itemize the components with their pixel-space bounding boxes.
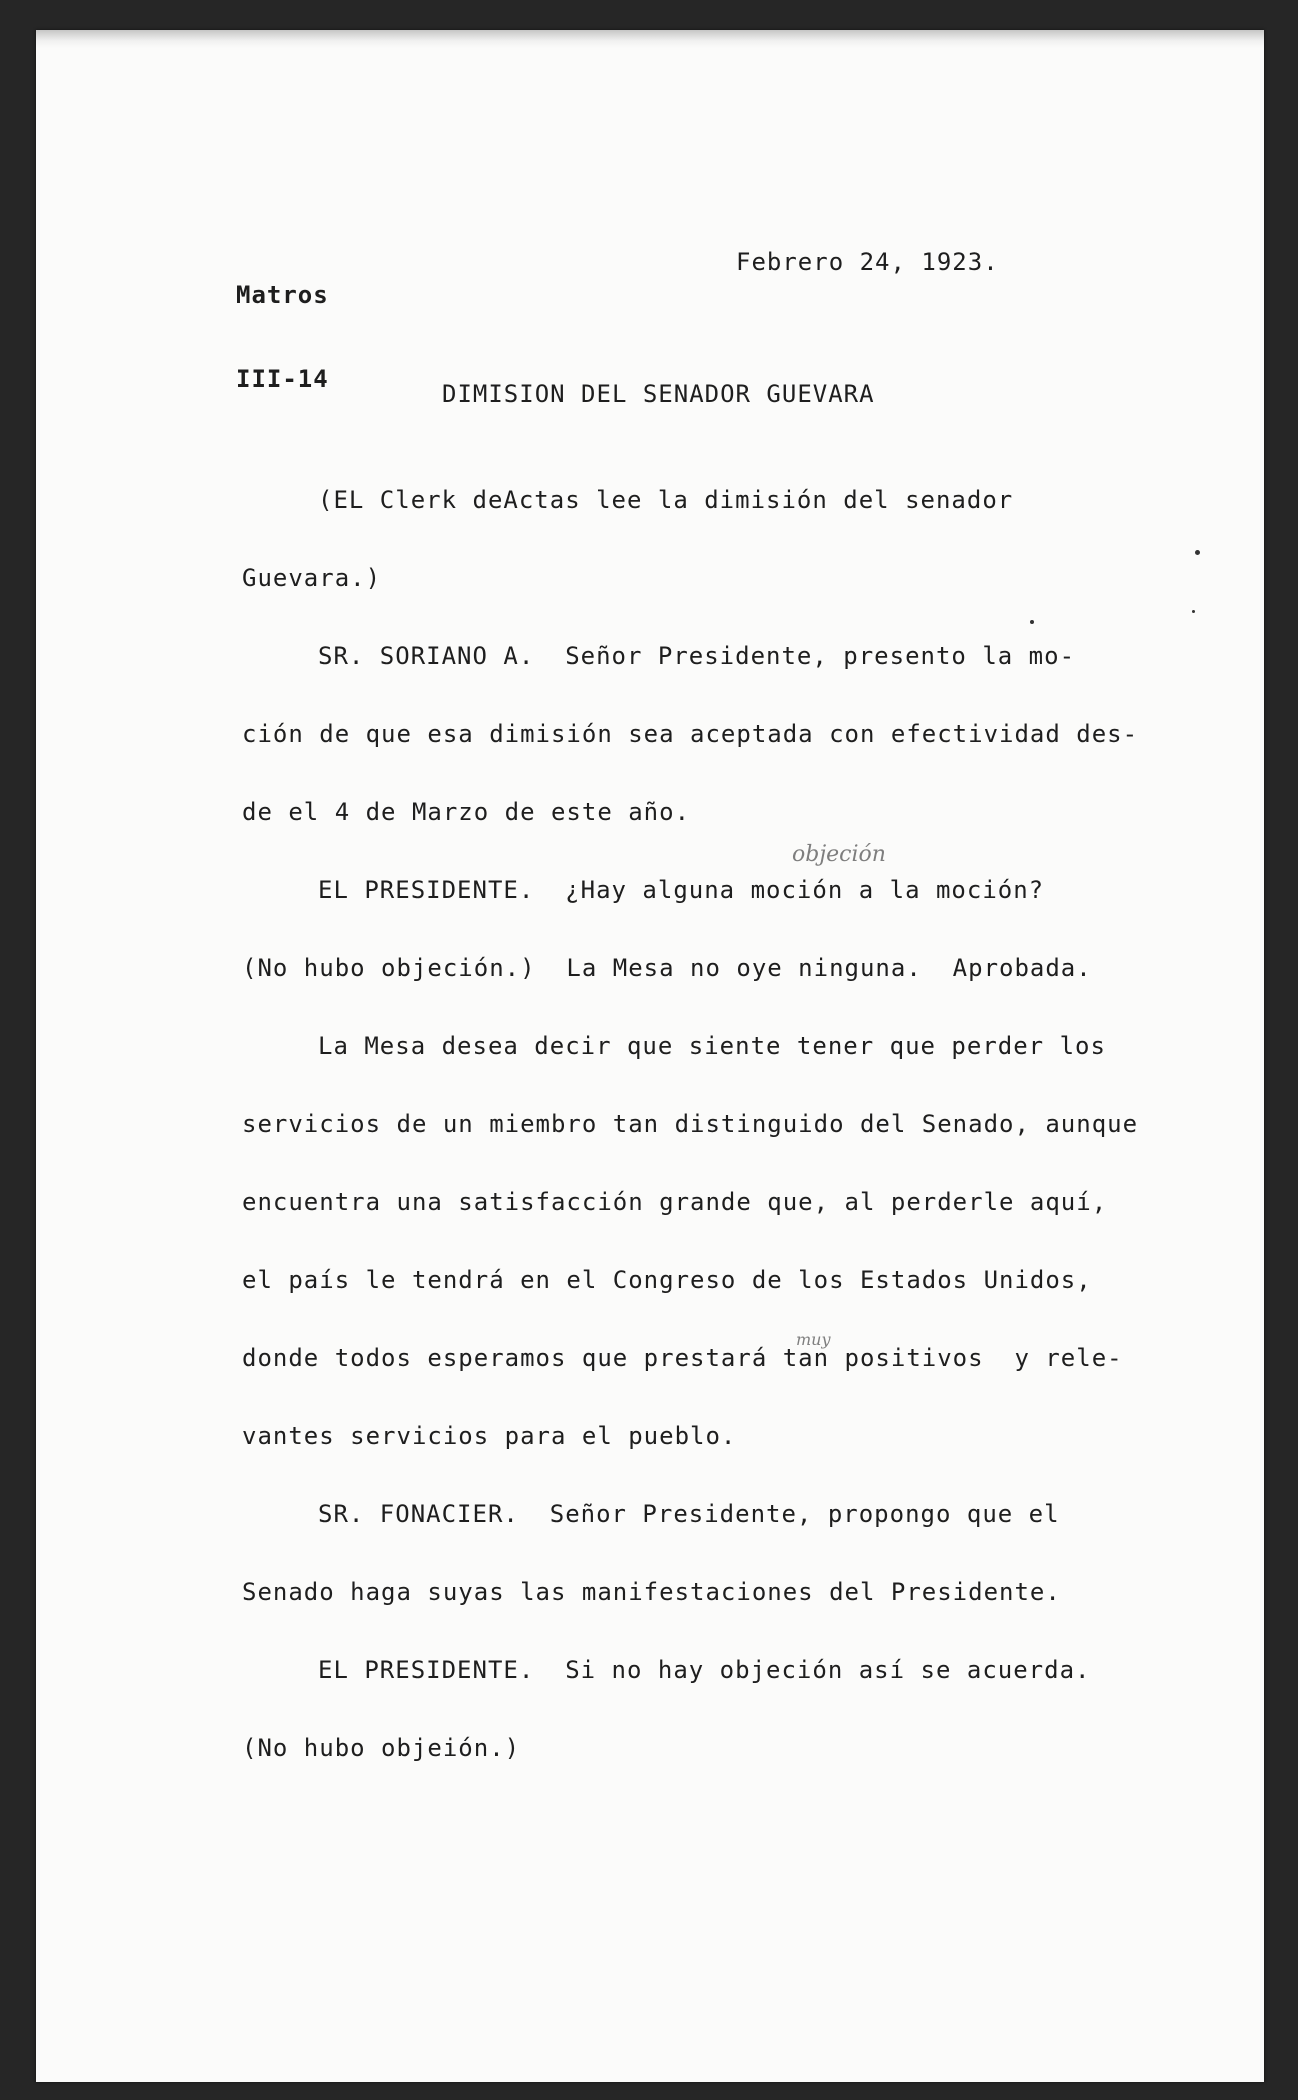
handwritten-annotation-objecion: objeción: [792, 842, 886, 867]
body-line-6: EL PRESIDENTE. ¿Hay alguna moción a la moción?: [318, 876, 1045, 904]
body-line-1: (EL Clerk deActas lee la dimisión del senador: [318, 486, 1014, 514]
document-header-left: [236, 225, 329, 449]
body-line-16: EL PRESIDENTE. Si no hay objeción así se acuerda.: [318, 1656, 1091, 1684]
body-line-7: (No hubo objeción.) La Mesa no oye ninguna. Aprobada.: [242, 954, 1092, 982]
document-date: Febrero 24, 1923.: [736, 248, 999, 276]
reference-number: III-14: [236, 365, 329, 393]
body-line-12: donde todos esperamos que prestará tan positivos y rele-: [242, 1344, 1123, 1372]
scan-speck: [1030, 620, 1034, 624]
author-name: Matros: [236, 281, 329, 309]
body-line-13: vantes servicios para el pueblo.: [242, 1422, 737, 1450]
scan-speck: [1192, 610, 1195, 613]
scan-speck: [1195, 550, 1200, 555]
body-line-9: servicios de un miembro tan distinguido del Senado, aunque: [242, 1110, 1139, 1138]
body-line-3: SR. SORIANO A. Señor Presidente, presento la mo-: [318, 642, 1076, 670]
body-line-10: encuentra una satisfacción grande que, al perderle aquí,: [242, 1188, 1108, 1216]
body-line-14: SR. FONACIER. Señor Presidente, propongo que el: [318, 1500, 1060, 1528]
body-line-15: Senado haga suyas las manifestaciones del Presidente.: [242, 1578, 1061, 1606]
body-line-2: Guevara.): [242, 564, 382, 592]
body-line-17: (No hubo objeión.): [242, 1734, 521, 1762]
document-title: DIMISION DEL SENADOR GUEVARA: [442, 380, 875, 408]
body-line-5: de el 4 de Marzo de este año.: [242, 798, 691, 826]
body-line-11: el país le tendrá en el Congreso de los Estados Unidos,: [242, 1266, 1092, 1294]
handwritten-annotation-muy: muy: [796, 1330, 831, 1349]
body-line-8: La Mesa desea decir que siente tener que perder los: [318, 1032, 1106, 1060]
body-line-4: ción de que esa dimisión sea aceptada con efectividad des-: [242, 720, 1139, 748]
